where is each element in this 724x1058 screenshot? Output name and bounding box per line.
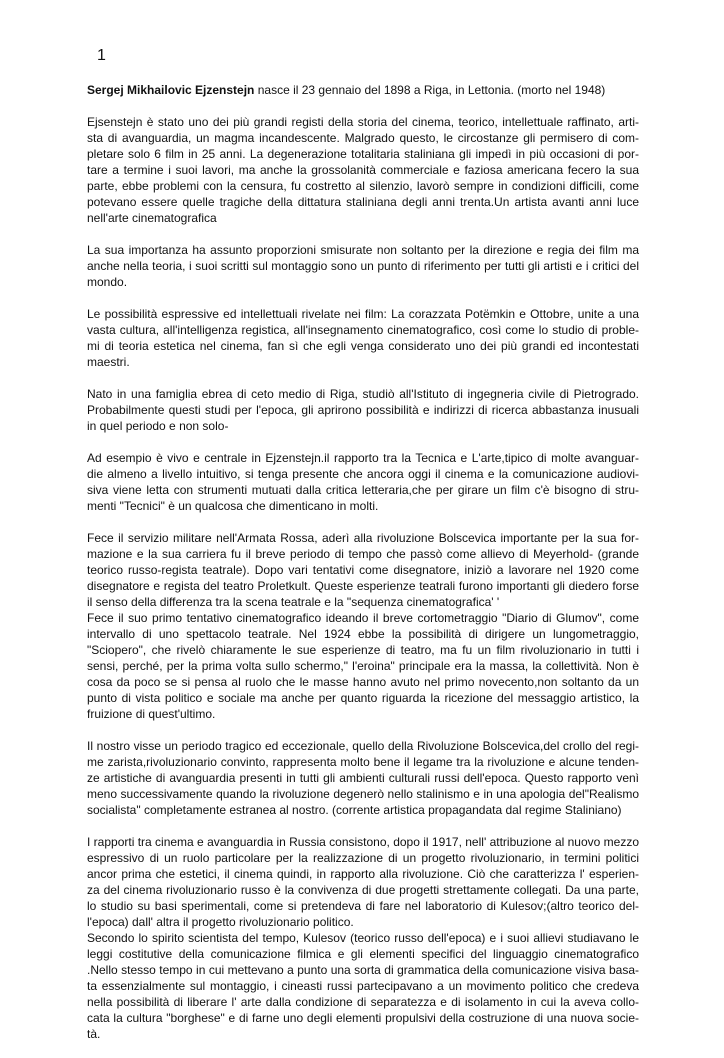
text-line: l'epoca) dall' altra il progetto rivoluzionario politico. bbox=[87, 915, 354, 929]
text-line: ancor prima che estetici, il cinema quindi, in rapporto alla rivoluzione. Ciò che caratterizza l' esperien- bbox=[87, 867, 639, 881]
text-line: nella possibilità di liberare l' arte dalla condizione di separatezza e di isolamento in cui la aveva collo- bbox=[87, 995, 639, 1009]
text-line: za del cinema rivoluzionario russo è la convivenza di due progetti strettamente collegati. Da una parte, bbox=[87, 883, 639, 897]
text-line: pletare solo 6 film in 25 anni. La degenerazione totalitaria staliniana gli impedì in più occasioni di por- bbox=[87, 147, 639, 161]
text-line: Probabilmente questi studi per l'epoca, gli aprirono possibilità e indirizzi di ricerca abbastanza inusuali bbox=[87, 403, 639, 417]
document-body bbox=[87, 82, 639, 1058]
text-line: maestri. bbox=[87, 355, 130, 369]
paragraph bbox=[87, 306, 639, 370]
text-line: in quel periodo e non solo- bbox=[87, 419, 229, 433]
text-line: sensi, perché, per la prima volta sullo schermo," l'eroina" principale era la massa, la collettività. Non è bbox=[87, 659, 639, 673]
text-line: meno successivamente quando la rivoluzione degenerò nello stalinismo e in una apologia del"Realismo bbox=[87, 787, 639, 801]
text-line: .Nello stesso tempo in cui mettevano a punto una sorta di grammatica della comunicazione visiva basa- bbox=[87, 963, 639, 977]
text-line: espressivo di un ruolo particolare per la realizzazione di un progetto rivoluzionario, in termini politici bbox=[87, 851, 639, 865]
text-line: intervallo di uno spettacolo teatrale. Nel 1924 ebbe la possibilità di dirigere un lungometraggio, bbox=[87, 627, 639, 641]
text-line: anche nella teoria, i suoi scritti sul montaggio sono un punto di riferimento per tutti gli artisti e i critici del bbox=[87, 259, 639, 273]
text-line: cosa da poco se si pensa al ruolo che le masse hanno avuto nel primo novecento,non soltanto da un bbox=[87, 675, 639, 689]
paragraph bbox=[87, 610, 639, 722]
text-line: I rapporti tra cinema e avanguardia in Russia consistono, dopo il 1917, nell' attribuzione al nuovo mezzo bbox=[87, 835, 639, 849]
paragraph bbox=[87, 450, 639, 514]
text-line: mi di teoria estetica nel cinema, fan sì che egli venga considerato uno dei più grandi ed incontestati bbox=[87, 339, 639, 353]
text-line: ta essenzialmente sul montaggio, i cineasti russi partecipavano a un movimento politico che credeva bbox=[87, 979, 639, 993]
text-line: menti "Tecnici" è un qualcosa che dimenticano in molti. bbox=[87, 499, 379, 513]
text-line: Fece il suo primo tentativo cinematografico ideando il breve cortometraggio "Diario di Glumov", come bbox=[87, 611, 639, 625]
text-line: Nato in una famiglia ebrea di ceto medio di Riga, studiò all'Istituto di ingegneria civile di Pietrogrado. bbox=[87, 387, 639, 401]
subject-name: Sergej Mikhailovic Ejzenstejn bbox=[87, 83, 255, 97]
text-line: tà. bbox=[87, 1027, 101, 1041]
text-line: Ad esempio è vivo e centrale in Ejzenstejn.il rapporto tra la Tecnica e L'arte,tipico di molte avanguar- bbox=[87, 451, 639, 465]
text-line: "Sciopero", che rivelò chiaramente le sue esperienze di teatro, ma fu un film rivoluzionario in tutti i bbox=[87, 643, 639, 657]
text-line: me zarista,rivoluzionario convinto, rappresenta molto bene il legame tra la rivoluzione e alcune tenden- bbox=[87, 755, 639, 769]
text-line: Le possibilità espressive ed intellettuali rivelate nei film: La corazzata Potëmkin e Ottobre, unite a una bbox=[87, 307, 639, 321]
text-line: parte, ebbe problemi con la censura, fu costretto al silenzio, lavorò sempre in condizioni difficili, come bbox=[87, 179, 639, 193]
text-line: cata la cultura "borghese" e di farne uno degli elementi propulsivi della costruzione di una nuova socie- bbox=[87, 1011, 639, 1025]
text-line: ze artistiche di avanguardia presenti in tutti gli ambienti culturali russi dell'epoca. Questo rapporto venì bbox=[87, 771, 639, 785]
text-line: punto di vista politico e sociale ma anche per quanto riguarda la ricezione del messaggio artistico, la bbox=[87, 691, 639, 705]
text-line: il senso della differenza tra la scena teatrale e la "sequenza cinematografica' ' bbox=[87, 595, 500, 609]
text-line: potevano essere quelle tragiche della dittatura staliniana degli anni trenta.Un artista avanti anni luce bbox=[87, 195, 639, 209]
text-line: Il nostro visse un periodo tragico ed eccezionale, quello della Rivoluzione Bolscevica,del crollo del regi- bbox=[87, 739, 639, 753]
paragraph bbox=[87, 834, 639, 930]
text-line: Secondo lo spirito scientista del tempo, Kulesov (teorico russo dell'epoca) e i suoi allievi studiavano le bbox=[87, 931, 639, 945]
text-line: Ejsenstejn è stato uno dei più grandi registi della storia del cinema, teorico, intellettuale raffinato, arti- bbox=[87, 115, 639, 129]
text-line: die almeno a livello intuitivo, si tenga presente che ancora oggi il cinema e la comunicazione audiovi- bbox=[87, 467, 639, 481]
intro-paragraph bbox=[87, 82, 639, 98]
text-line: La sua importanza ha assunto proporzioni smisurate non soltanto per la direzione e regia dei film ma bbox=[87, 243, 639, 257]
text-line: mondo. bbox=[87, 275, 128, 289]
paragraph bbox=[87, 386, 639, 434]
text-line: mazione e la sua carriera fu il breve periodo di tempo che passò come allievo di Meyerhold- (grande bbox=[87, 547, 639, 561]
text-line: sta di avanguardia, un magma incandescente. Malgrado questo, le circostanze gli permisero di com- bbox=[87, 131, 639, 145]
paragraph bbox=[87, 242, 639, 290]
paragraph bbox=[87, 930, 639, 1042]
text-line: vasta cultura, all'intelligenza registica, all'insegnamento cinematografico, così come lo studio di proble- bbox=[87, 323, 639, 337]
text-line: teorico russo-regista teatrale). Dopo vari tentativi come disegnatore, iniziò a lavorare nel 1920 come bbox=[87, 563, 639, 577]
intro-line bbox=[87, 82, 639, 98]
text-line: leggi costitutive della comunicazione filmica e gli elementi specifici del linguaggio cinematografico bbox=[87, 947, 639, 961]
text-line: nell'arte cinematografica bbox=[87, 211, 217, 225]
text-line: lo studio su basi sperimentali, come si pretendeva di fare nel laboratorio di Kulesov;(altro teorico del- bbox=[87, 899, 639, 913]
text-line: Fece il servizio militare nell'Armata Rossa, aderì alla rivoluzione Bolscevica importante per la sua for- bbox=[87, 531, 639, 545]
intro-text: nasce il 23 gennaio del 1898 a Riga, in Lettonia. (morto nel 1948) bbox=[254, 83, 606, 97]
paragraph bbox=[87, 530, 639, 610]
text-line: tare a termine i suoi lavori, ma anche la grossolanità commerciale e faziosa americana fecero la sua bbox=[87, 163, 639, 177]
paragraph bbox=[87, 114, 639, 226]
text-line: siva viene letta con strumenti mutuati dalla critica letteraria,che per girare un film c'è bisogno di stru- bbox=[87, 483, 639, 497]
text-line: fruizione di quest'ultimo. bbox=[87, 707, 216, 721]
text-line: disegnatore e regista del teatro Proletkult. Queste esperienze teatrali furono importanti gli diedero forse bbox=[87, 579, 639, 593]
paragraph bbox=[87, 738, 639, 818]
page-number: 1 bbox=[97, 47, 106, 64]
text-line: socialista" completamente estranea al nostro. (corrente artistica propagandata dal regime Staliniano) bbox=[87, 803, 622, 817]
paragraphs-container bbox=[87, 114, 639, 1042]
